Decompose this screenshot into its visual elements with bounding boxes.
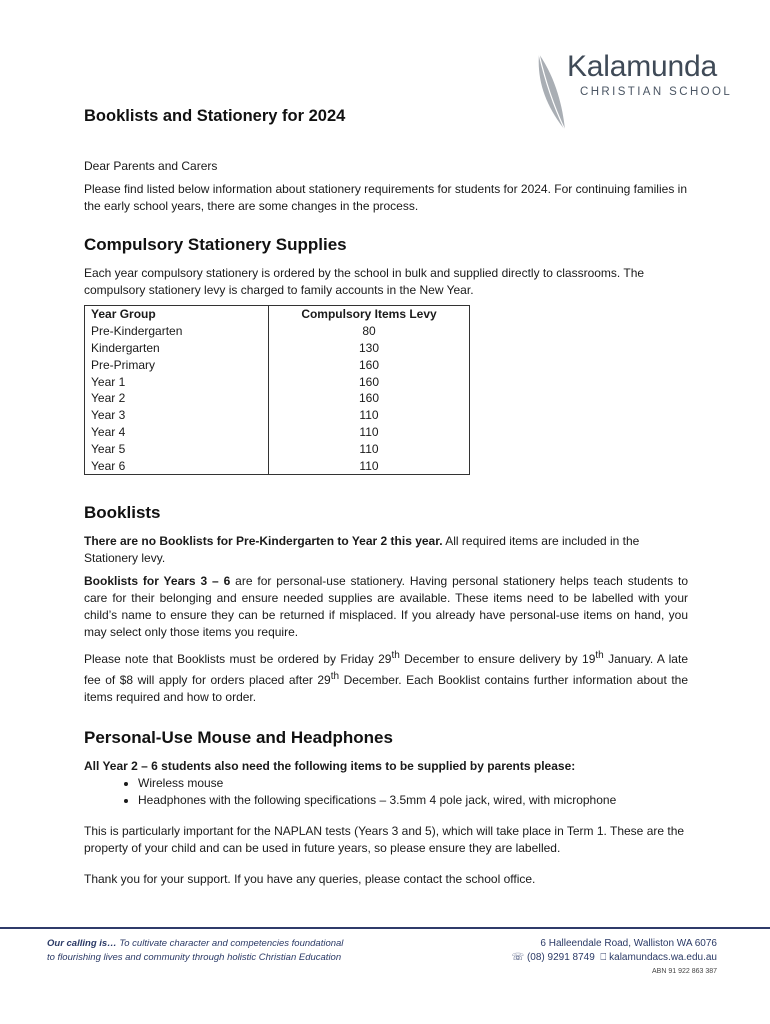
spacer (84, 221, 688, 233)
compulsory-text: Each year compulsory stationery is ordered by the school in bulk and supplied directly to classrooms. The compulsory stationery levy is charged to family accounts in the New Year. (84, 266, 645, 297)
footer-address: 6 Halleendale Road, Walliston WA 6076 (540, 938, 717, 949)
booklists-p1-rest: All required items are included in the Stationery levy. (84, 533, 640, 565)
year-group-cell: Year 1 (85, 373, 269, 390)
required-items-list (84, 775, 688, 809)
p3-sup1: th (391, 649, 400, 661)
booklists-paragraph-3 (84, 647, 688, 706)
table-row (85, 424, 470, 441)
p3-c: January. A late fee of $8 will apply for orders placed after 29 (84, 651, 688, 687)
levy-cell: 80 (269, 323, 470, 340)
levy-cell: 110 (269, 440, 470, 457)
header-levy: Compulsory Items Levy (269, 306, 470, 323)
year-group-cell: Year 2 (85, 390, 269, 407)
logo-subtitle: CHRISTIAN SCHOOL (580, 86, 733, 98)
levy-cell: 130 (269, 340, 470, 357)
table-row (85, 356, 470, 373)
p3-sup2: th (595, 649, 604, 661)
year-group-cell: Year 3 (85, 407, 269, 424)
spacer (84, 712, 688, 726)
table-row (85, 340, 470, 357)
year-group-cell: Year 6 (85, 457, 269, 474)
booklists-paragraph-1 (84, 533, 688, 567)
booklists-p2-bold: Booklists for Years 3 – 6 (84, 573, 231, 588)
table-row (85, 390, 470, 407)
year-group-cell: Pre-Kindergarten (85, 323, 269, 340)
calling-text: To cultivate character and competencies foundational to flourishing lives and community through holistic Christian Education (47, 938, 344, 963)
footer-contact (512, 937, 717, 979)
table-row (85, 457, 470, 474)
header-year-group: Year Group (85, 306, 269, 323)
year-group-cell: Pre-Primary (85, 356, 269, 373)
intro-paragraph: Please find listed below information about stationery requirements for students for 2024. For continuing families in the early school years, there are some changes in the process. (84, 182, 687, 213)
closing-paragraph: Thank you for your support. If you have any queries, please contact the school office. (84, 871, 536, 886)
footer-contact-line (512, 951, 717, 965)
booklists-paragraph-2 (84, 573, 688, 641)
year-group-cell: Year 4 (85, 424, 269, 441)
mouse-heading: Personal-Use Mouse and Headphones (84, 727, 393, 747)
footer-abn: ABN 91 922 863 387 (652, 968, 717, 975)
table-row (85, 323, 470, 340)
footer-phone: (08) 9291 8749 (526, 952, 595, 963)
mouse-lead-text: All Year 2 – 6 students also need the following items to be supplied by parents please: (84, 758, 576, 773)
levy-cell: 160 (269, 356, 470, 373)
document-body (84, 104, 688, 894)
footer-divider (0, 927, 770, 929)
p3-b: December to ensure delivery by 19 (399, 651, 596, 666)
spacer (84, 863, 688, 871)
table-row (85, 373, 470, 390)
logo-name: Kalamunda (567, 50, 717, 83)
year-group-cell: Kindergarten (85, 340, 269, 357)
levy-table-header (85, 306, 470, 323)
booklists-p2-rest: are for personal-use stationery. Having personal stationery helps teach students to care for their belonging and ensure needed supplies are available. These items need to be labelled with your child’s name to ensure they can be returned if misplaced. If you already have personal-use items on hand, you may select only those items you require. (84, 573, 688, 639)
spacer (84, 475, 688, 501)
table-row (85, 440, 470, 457)
phone-icon: ☏ (511, 952, 525, 963)
calling-bold: Our calling is… (47, 938, 117, 949)
naplan-paragraph: This is particularly important for the NAPLAN tests (Years 3 and 5), which will take place in Term 1. These are the property of your child and can be used in future years, so please ensure they are labelled. (84, 823, 685, 855)
levy-cell: 160 (269, 373, 470, 390)
levy-cell: 110 (269, 424, 470, 441)
spacer (84, 815, 688, 823)
levy-cell: 110 (269, 407, 470, 424)
year-group-cell: Year 5 (85, 440, 269, 457)
levy-cell: 160 (269, 390, 470, 407)
levy-cell: 110 (269, 457, 470, 474)
levy-table (84, 305, 470, 475)
p3-d: December. Each Booklist contains further information about the items required and how to order. (84, 672, 689, 704)
list-item: • Headphones with the following specifications – 3.5mm 4 pole jack, wired, with microphone (138, 792, 688, 809)
booklists-p1-bold: There are no Booklists for Pre-Kindergarten to Year 2 this year. (84, 533, 443, 548)
mouse-lead (84, 758, 688, 775)
table-row (85, 407, 470, 424)
footer-website[interactable]: kalamundacs.wa.edu.au (609, 952, 717, 963)
p3-sup3: th (330, 670, 340, 682)
computer-icon: ⎕ (600, 952, 607, 963)
p3-a: Please note that Booklists must be ordered by Friday 29 (84, 651, 392, 666)
list-item: • Wireless mouse (138, 775, 688, 792)
footer-calling (47, 937, 347, 965)
booklists-heading: Booklists (84, 502, 161, 522)
page-title: Booklists and Stationery for 2024 (84, 107, 346, 125)
greeting: Dear Parents and Carers (84, 159, 218, 173)
compulsory-heading: Compulsory Stationery Supplies (84, 235, 347, 254)
